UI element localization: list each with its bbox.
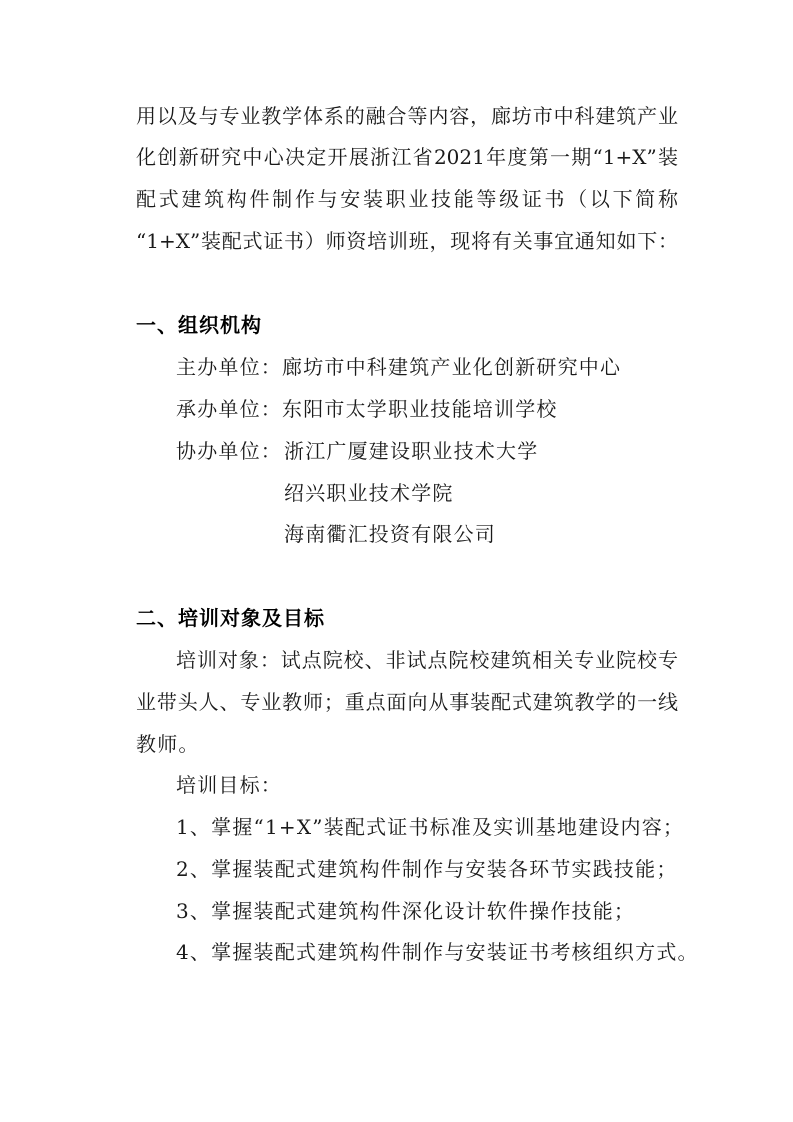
host-unit: 主办单位：廊坊市中科建筑产业化创新研究中心 bbox=[176, 355, 622, 379]
organizer-unit: 承办单位：东阳市太学职业技能培训学校 bbox=[176, 397, 558, 421]
training-target-line: 教师。 bbox=[136, 732, 200, 756]
training-goal-item: 1、掌握“1+X”装配式证书标准及实训基地建设内容； bbox=[176, 815, 685, 839]
intro-line: 化创新研究中心决定开展浙江省2021年度第一期“1+X”装 bbox=[136, 145, 678, 169]
intro-line: 用以及与专业教学体系的融合等内容，廊坊市中科建筑产业 bbox=[136, 104, 678, 128]
co-organizer-label: 协办单位： bbox=[176, 439, 282, 463]
co-organizer-item: 浙江广厦建设职业技术大学 bbox=[284, 439, 539, 463]
section-heading-organization: 一、组织机构 bbox=[136, 313, 262, 337]
co-organizer-item: 海南衢汇投资有限公司 bbox=[284, 522, 496, 546]
training-goals-label: 培训目标： bbox=[176, 773, 282, 797]
training-goal-item: 3、掌握装配式建筑构件深化设计软件操作技能； bbox=[176, 899, 636, 923]
intro-line: 配式建筑构件制作与安装职业技能等级证书（以下简称 bbox=[136, 187, 678, 211]
intro-line: “1+X”装配式证书）师资培训班，现将有关事宜通知如下： bbox=[136, 229, 678, 253]
training-target-line: 业带头人、专业教师；重点面向从事装配式建筑教学的一线 bbox=[136, 690, 678, 714]
co-organizer-item: 绍兴职业技术学院 bbox=[284, 481, 454, 505]
training-goal-item: 2、掌握装配式建筑构件制作与安装各环节实践技能； bbox=[176, 857, 678, 881]
section-heading-training: 二、培训对象及目标 bbox=[136, 606, 325, 630]
training-goal-item: 4、掌握装配式建筑构件制作与安装证书考核组织方式。 bbox=[176, 940, 699, 964]
training-target-line: 培训对象：试点院校、非试点院校建筑相关专业院校专 bbox=[176, 648, 678, 672]
